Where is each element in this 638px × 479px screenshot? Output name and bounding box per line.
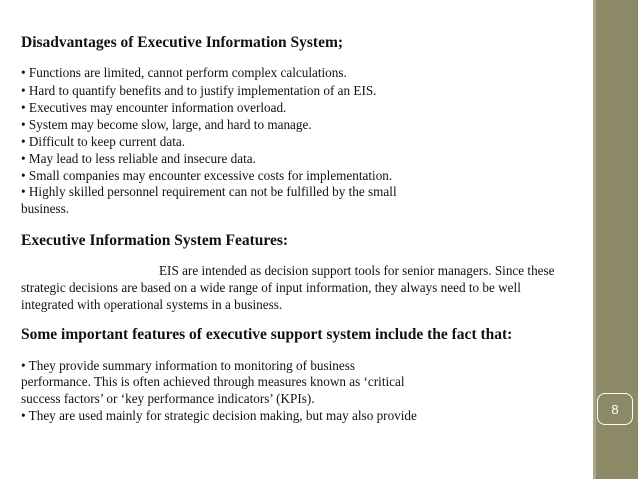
disadvantage-item: • May lead to less reliable and insecure data.	[21, 151, 256, 166]
disadvantage-item: • System may become slow, large, and hard to manage.	[21, 117, 312, 132]
page-number: 8	[597, 393, 633, 425]
important-features-heading: Some important features of executive support system include the fact that:	[21, 326, 513, 343]
disadvantage-item: • Small companies may encounter excessive costs for implementation.	[21, 168, 393, 183]
disadvantage-item: • Highly skilled personnel requirement can not be fulfilled by the small	[21, 184, 397, 199]
important-feature-line: success factors’ or ‘key performance indicators’ (KPIs).	[21, 391, 315, 406]
disadvantage-item: business.	[21, 201, 69, 216]
important-feature-line: • They are used mainly for strategic decision making, but may also provide	[21, 408, 417, 423]
features-heading: Executive Information System Features:	[21, 232, 289, 249]
features-paragraph-line: EIS are intended as decision support tools for senior managers. Since these	[159, 263, 555, 278]
disadvantage-item: • Executives may encounter information overload.	[21, 100, 287, 115]
important-feature-line: • They provide summary information to monitoring of business	[21, 358, 356, 373]
features-paragraph-line: strategic decisions are based on a wide range of input information, they always need to be well	[21, 280, 521, 295]
disadvantage-item: • Hard to quantify benefits and to justify implementation of an EIS.	[21, 83, 377, 98]
page-title: Disadvantages of Executive Information System;	[21, 34, 344, 51]
sidebar-edge	[593, 0, 596, 479]
disadvantage-item: • Functions are limited, cannot perform complex calculations.	[21, 65, 347, 80]
features-paragraph-line: integrated with operational systems in a business.	[21, 297, 283, 312]
disadvantage-item: • Difficult to keep current data.	[21, 134, 186, 149]
important-feature-line: performance. This is often achieved through measures known as ‘critical	[21, 374, 405, 389]
